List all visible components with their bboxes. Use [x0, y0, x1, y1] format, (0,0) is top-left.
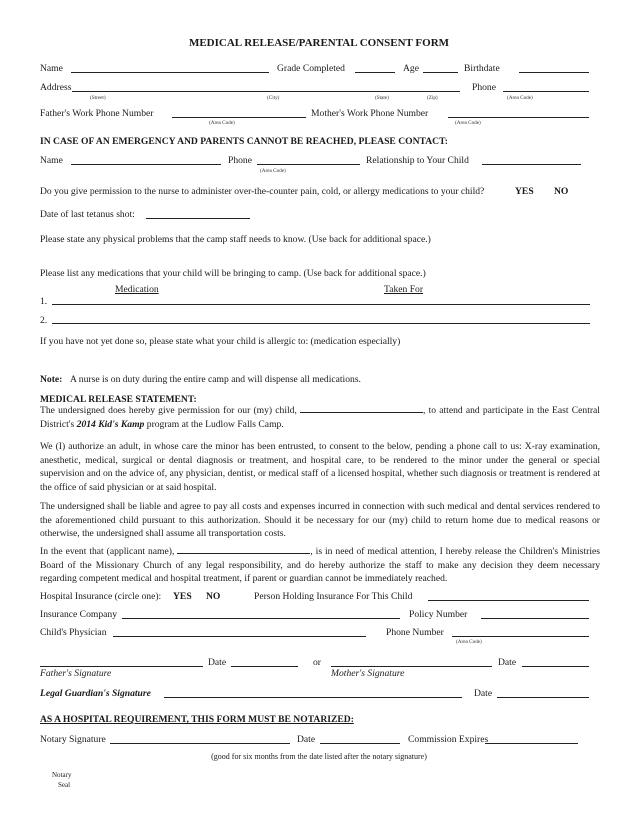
taken-for-column-header: Taken For — [384, 284, 424, 295]
permission-question: Do you give permission to the nurse to administer over-the-counter pain, cold, or allergy medications to your child? — [40, 186, 485, 197]
statement-heading: MEDICAL RELEASE STATEMENT: — [40, 394, 197, 405]
medication-column-header: Medication — [115, 284, 159, 295]
father-signature-field[interactable] — [40, 666, 203, 667]
area-code-caption: (Area Code) — [209, 120, 235, 126]
insurance-holder-field[interactable] — [428, 600, 589, 601]
hospital-insurance-label: Hospital Insurance (circle one): — [40, 591, 162, 602]
statement-text: In the event that (applicant name), — [40, 546, 175, 557]
policy-number-label: Policy Number — [409, 609, 468, 620]
phone-field[interactable] — [503, 91, 589, 92]
age-field[interactable] — [423, 72, 458, 73]
notary-seal-label: Seal — [58, 781, 71, 789]
mother-date-label: Date — [498, 657, 517, 668]
notary-validity-note: (good for six months from the date listed after the notary signature) — [211, 752, 427, 761]
medications-prompt: Please list any medications that your child will be bringing to camp. (Use back for additional space.) — [40, 268, 426, 279]
applicant-name-field[interactable] — [177, 545, 310, 554]
policy-number-field[interactable] — [481, 618, 589, 619]
note-text: A nurse is on duty during the entire camp and will dispense all medications. — [70, 374, 361, 385]
or-label: or — [313, 657, 321, 668]
name-label: Name — [40, 63, 63, 74]
insurance-holder-label: Person Holding Insurance For This Child — [254, 591, 413, 602]
notary-signature-field[interactable] — [110, 743, 290, 744]
insurance-company-label: Insurance Company — [40, 609, 117, 620]
permission-no[interactable]: NO — [554, 186, 569, 197]
allergy-prompt: If you have not yet done so, please state what your child is allergic to: (medication especially) — [40, 336, 401, 347]
statement-text: The undersigned does hereby give permission for our (my) child, — [40, 405, 297, 416]
birthdate-field[interactable] — [519, 72, 589, 73]
notary-date-label: Date — [297, 734, 316, 745]
note-label: Note: — [40, 374, 63, 385]
address-field[interactable] — [72, 91, 460, 92]
statement-text: Central District's — [40, 405, 600, 430]
father-work-phone-field[interactable] — [172, 117, 306, 118]
notary-heading: AS A HOSPITAL REQUIREMENT, THIS FORM MUST BE NOTARIZED: — [40, 714, 354, 725]
area-code-caption: (Area Code) — [455, 120, 481, 126]
statement-text: program at the Ludlow Falls Camp. — [146, 418, 284, 430]
statement-paragraph-1 — [40, 404, 600, 431]
mother-work-phone-field[interactable] — [448, 117, 589, 118]
grade-label: Grade Completed — [277, 63, 345, 74]
medication-row-number: 2. — [40, 315, 48, 326]
child-name-field[interactable] — [300, 404, 423, 413]
father-date-field[interactable] — [231, 666, 298, 667]
physician-field[interactable] — [113, 636, 366, 637]
medication-1-field[interactable] — [52, 304, 590, 305]
tetanus-label: Date of last tetanus shot: — [40, 209, 135, 220]
father-signature-caption: Father's Signature — [40, 668, 112, 679]
insurance-no[interactable]: NO — [206, 591, 221, 602]
phone-label: Phone — [472, 82, 496, 93]
mother-signature-field[interactable] — [331, 666, 492, 667]
statement-paragraph-4 — [40, 545, 600, 586]
emergency-name-label: Name — [40, 155, 63, 166]
physician-label: Child's Physician — [40, 627, 107, 638]
commission-expires-label: Commission Expires — [408, 734, 489, 745]
mother-signature-caption: Mother's Signature — [331, 668, 405, 679]
area-code-caption: (Area Code) — [456, 639, 482, 645]
emergency-heading: IN CASE OF AN EMERGENCY AND PARENTS CANNOT BE REACHED, PLEASE CONTACT: — [40, 136, 448, 147]
form-title: MEDICAL RELEASE/PARENTAL CONSENT FORM — [188, 37, 450, 49]
permission-yes[interactable]: YES — [515, 186, 534, 197]
area-code-caption: (Area Code) — [507, 95, 533, 101]
tetanus-field[interactable] — [146, 218, 250, 219]
notary-date-field[interactable] — [320, 743, 400, 744]
statement-text: , to attend and participate in the East — [423, 405, 569, 416]
guardian-date-field[interactable] — [497, 697, 589, 698]
program-name: 2014 Kid's Kamp — [76, 418, 145, 430]
statement-paragraph-3: The undersigned shall be liable and agree to pay all costs and expenses incurred in connection with such medical and dental services rendered to the aforementioned child pursuant to this authorization. Should it be necessary for our (my) child to return home due to medical reasons or otherwise, the undersigned shall assume all transportation costs. — [40, 501, 600, 539]
medication-row-number: 1. — [40, 296, 48, 307]
insurance-company-field[interactable] — [122, 618, 400, 619]
notary-seal-label: Notary — [52, 771, 72, 779]
mother-work-phone-label: Mother's Work Phone Number — [311, 108, 429, 119]
guardian-signature-field[interactable] — [164, 697, 462, 698]
medication-2-field[interactable] — [52, 323, 590, 324]
insurance-yes[interactable]: YES — [173, 591, 192, 602]
notary-signature-label: Notary Signature — [40, 734, 106, 745]
physician-phone-field[interactable] — [452, 636, 589, 637]
physical-problems-prompt: Please state any physical problems that the camp staff needs to know. (Use back for additional space.) — [40, 234, 431, 245]
emergency-phone-label: Phone — [228, 155, 252, 166]
birthdate-label: Birthdate — [464, 63, 500, 74]
emergency-name-field[interactable] — [71, 164, 221, 165]
name-field[interactable] — [71, 72, 269, 73]
guardian-signature-label: Legal Guardian's Signature — [40, 688, 151, 699]
zip-caption: (Zip) — [427, 95, 438, 101]
grade-field[interactable] — [355, 72, 395, 73]
address-label: Address — [40, 82, 72, 93]
father-date-label: Date — [208, 657, 227, 668]
area-code-caption: (Area Code) — [260, 168, 286, 174]
relationship-field[interactable] — [482, 164, 581, 165]
street-caption: (Street) — [90, 95, 106, 101]
city-caption: (City) — [267, 95, 280, 101]
emergency-phone-field[interactable] — [257, 164, 360, 165]
relationship-label: Relationship to Your Child — [366, 155, 469, 166]
father-work-phone-label: Father's Work Phone Number — [40, 108, 154, 119]
statement-text: , is in need of medical attention, I hereby release the Children's Ministries Board of the Missionary Church of any legal responsibility, and do hereby authorize the staff to make any decision they deem necessary regarding competent medical and hospital treatment, if parent or guardian cannot be immediately reached. — [40, 546, 600, 584]
guardian-date-label: Date — [474, 688, 493, 699]
age-label: Age — [403, 63, 419, 74]
commission-expires-field[interactable] — [485, 743, 578, 744]
mother-date-field[interactable] — [522, 666, 589, 667]
physician-phone-label: Phone Number — [386, 627, 444, 638]
state-caption: (State) — [375, 95, 389, 101]
statement-paragraph-2: We (I) authorize an adult, in whose care the minor has been entrusted, to consent to the below, pending a phone call to us: X-ray examination, anesthetic, medical, surgical or dental diagnosis or treatment, and hospital care, to be rendered to the minor under the general or special supervision and on the advice of, any physician, dentist, or medical staff of a licensed hospital, whether such diagnosis or treatment is rendered at the office of said physician or at said hospital. — [40, 441, 600, 493]
